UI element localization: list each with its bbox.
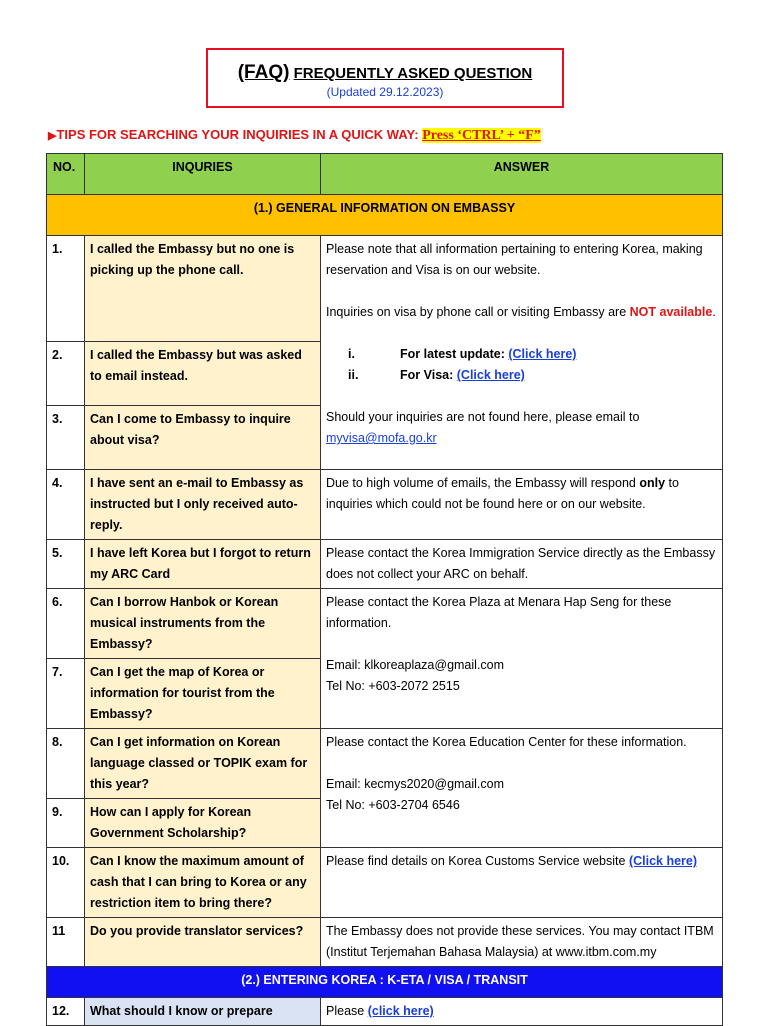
answer-text: Please contact the Korea Plaza at Menara Hap Seng for these information. [326, 595, 672, 630]
question-text: Can I get the map of Korea or information for tourist from the Embassy? [85, 659, 321, 729]
answer-tel: Tel No: +603-2704 6546 [326, 798, 460, 812]
list-item: ii. For Visa: (Click here) [348, 368, 525, 382]
answer-cell-6-7 [321, 589, 723, 729]
question-text: How can I apply for Korean Government Scholarship? [85, 799, 321, 848]
table-row [47, 848, 723, 918]
visa-link[interactable]: (Click here) [456, 368, 525, 382]
answer-email: Email: klkoreaplaza@gmail.com [326, 658, 505, 672]
answer-email: Email: kecmys2020@gmail.com [326, 777, 505, 791]
col-header-answer: ANSWER [321, 154, 723, 195]
question-text: Do you provide translator services? [85, 918, 321, 967]
row-number: 12. [47, 998, 85, 1026]
answer-cell: Please (click here) [321, 998, 723, 1026]
question-text: What should I know or prepare [85, 998, 321, 1026]
faq-table [46, 153, 723, 1026]
question-text: I have left Korea but I forgot to return my ARC Card [85, 540, 321, 589]
page-title [208, 62, 562, 84]
answer-cell: Please contact the Korea Immigration Service directly as the Embassy does not collect your ARC on behalf. [321, 540, 723, 589]
title-text: FREQUENTLY ASKED QUESTION [293, 65, 533, 82]
row-number: 4. [47, 470, 85, 540]
row-number: 5. [47, 540, 85, 589]
question-text: Can I know the maximum amount of cash that I can bring to Korea or any restriction item to bring there? [85, 848, 321, 918]
section-title-entering-korea: (2.) ENTERING KOREA : K-ETA / VISA / TRANSIT [47, 967, 723, 998]
section-title-general: (1.) GENERAL INFORMATION ON EMBASSY [47, 195, 723, 236]
answer-text: Should your inquiries are not found here, please email to [326, 410, 640, 424]
row-number: 2. [47, 342, 85, 406]
customs-link[interactable]: (Click here) [628, 854, 698, 868]
question-text: I have sent an e-mail to Embassy as instructed but I only received auto-reply. [85, 470, 321, 540]
section-row-general [47, 195, 723, 236]
table-row [47, 998, 723, 1026]
question-text: I called the Embassy but no one is picking up the phone call. [85, 236, 321, 342]
answer-text: Please contact the Korea Education Center for these information. [326, 735, 687, 749]
row-number: 8. [47, 729, 85, 799]
answer-cell: Due to high volume of emails, the Embassy will respond only to inquiries which could not be found here or on our website. [321, 470, 723, 540]
search-tips [48, 127, 541, 144]
not-available-text: NOT available [629, 305, 713, 319]
answer-cell: Please find details on Korea Customs Service website (Click here) [321, 848, 723, 918]
row-number: 6. [47, 589, 85, 659]
list-item: i. For latest update: (Click here) [348, 347, 577, 361]
question-text: I called the Embassy but was asked to email instead. [85, 342, 321, 406]
updated-date: (Updated 29.12.2023) [326, 85, 444, 99]
answer-tel: Tel No: +603-2072 2515 [326, 679, 460, 693]
table-row [47, 236, 723, 342]
answer-text: Inquiries on visa by phone call or visiting Embassy are NOT available. [326, 305, 716, 319]
shortcut-hint: Press ‘CTRL’ + “F” [422, 128, 541, 143]
row-number: 11 [47, 918, 85, 967]
table-row [47, 540, 723, 589]
row-number: 3. [47, 406, 85, 470]
col-header-inquiries: INQURIES [85, 154, 321, 195]
table-row [47, 470, 723, 540]
tips-text: TIPS FOR SEARCHING YOUR INQUIRIES IN A QUICK WAY: [56, 127, 419, 142]
row-number: 1. [47, 236, 85, 342]
entering-korea-link[interactable]: (click here) [367, 1004, 434, 1018]
table-row [47, 918, 723, 967]
row-number: 7. [47, 659, 85, 729]
answer-cell: The Embassy does not provide these services. You may contact ITBM (Institut Terjemahan Bahasa Malaysia) at www.itbm.com.my [321, 918, 723, 967]
row-number: 10. [47, 848, 85, 918]
table-row [47, 729, 723, 799]
latest-update-link[interactable]: (Click here) [508, 347, 577, 361]
question-text: Can I borrow Hanbok or Korean musical instruments from the Embassy? [85, 589, 321, 659]
answer-text: Please note that all information pertaining to entering Korea, making reservation and Visa is on our website. [326, 242, 703, 277]
title-faq: (FAQ) [237, 62, 290, 83]
row-number: 9. [47, 799, 85, 848]
table-row [47, 589, 723, 659]
email-link[interactable]: myvisa@mofa.go.kr [326, 431, 437, 445]
question-text: Can I come to Embassy to inquire about visa? [85, 406, 321, 470]
table-header-row [47, 154, 723, 195]
play-arrow-icon: ▶ [48, 130, 57, 142]
question-text: Can I get information on Korean language classed or TOPIK exam for this year? [85, 729, 321, 799]
col-header-no: NO. [47, 154, 85, 195]
answer-cell-8-9 [321, 729, 723, 848]
title-box [206, 48, 564, 108]
section-row-entering-korea [47, 967, 723, 998]
answer-cell-1-3 [321, 236, 723, 470]
